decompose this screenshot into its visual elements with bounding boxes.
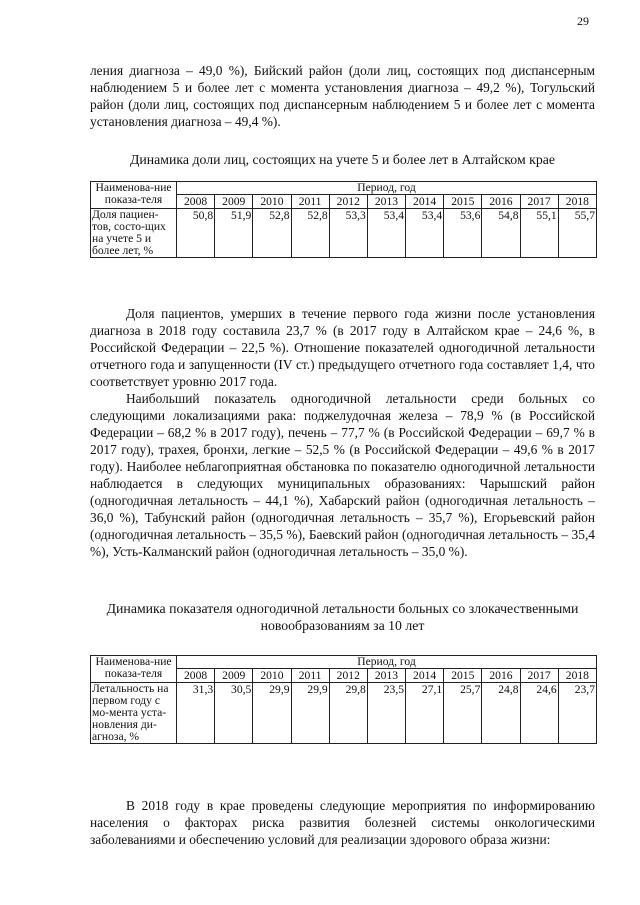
table1-year-header: 2012	[329, 195, 367, 209]
table1-value-cell: 53,3	[329, 209, 367, 258]
table1-year-header: 2016	[482, 195, 520, 209]
table2-value-cell: 24,6	[520, 683, 558, 744]
table2-year-header: 2014	[406, 669, 444, 683]
paragraph-measures: В 2018 году в крае проведены следующие мероприятия по информированию населения о факторах риска развития болезней системы онкологическими заболеваниями и обеспечению условий для реализации здорового образа жизни:	[90, 798, 595, 847]
table2-year-header: 2010	[253, 669, 291, 683]
table1-year-header: 2014	[406, 195, 444, 209]
intro-text-block	[90, 62, 595, 130]
table1-value-cell: 52,8	[291, 209, 329, 258]
table1-column-header-indicator: Наименова-ние показа-теля	[91, 182, 177, 209]
table2-one-year-mortality	[90, 655, 597, 744]
table1-year-header: 2015	[444, 195, 482, 209]
table1-year-header: 2011	[291, 195, 329, 209]
table2-value-cell: 24,8	[482, 683, 520, 744]
table2-year-header: 2015	[444, 669, 482, 683]
table1-value-cell: 51,9	[215, 209, 253, 258]
closing-text-block	[90, 797, 595, 848]
table2-year-header: 2009	[215, 669, 253, 683]
table1-retention-5-years	[90, 181, 597, 258]
table1-year-header: 2017	[520, 195, 558, 209]
table1-value-cell: 55,1	[520, 209, 558, 258]
table2-value-cell: 29,9	[253, 683, 291, 744]
table2-column-header-indicator: Наименова-ние показа-теля	[91, 656, 177, 683]
table2-year-header: 2017	[520, 669, 558, 683]
table1-year-header: 2010	[253, 195, 291, 209]
table1-value-cell: 55,7	[558, 209, 596, 258]
table2-year-header: 2018	[558, 669, 596, 683]
page-number: 29	[577, 14, 589, 28]
table1-period-header: Период, год	[177, 182, 597, 195]
table1-value-cell: 53,4	[406, 209, 444, 258]
table1-year-header: 2008	[177, 195, 215, 209]
table1-value-cell: 53,4	[367, 209, 405, 258]
table2-value-cell: 23,5	[367, 683, 405, 744]
table2-year-header: 2011	[291, 669, 329, 683]
intro-paragraph: ления диагноза – 49,0 %), Бийский район (доли лиц, состоящих под диспансерным наблюдением 5 и более лет с момента установления диагноза – 49,2 %), Тогульский район (доли лиц, состоящих под диспансерным наблюдением 5 и более лет с момента установления диагноза – 49,4 %).	[90, 63, 595, 129]
table2-year-header: 2012	[329, 669, 367, 683]
table1-title: Динамика доли лиц, состоящих на учете 5 и более лет в Алтайском крае	[130, 152, 555, 167]
table1-value-cell: 54,8	[482, 209, 520, 258]
table2-year-header: 2016	[482, 669, 520, 683]
table2-period-header: Период, год	[177, 656, 597, 669]
table1-year-header: 2009	[215, 195, 253, 209]
table1-year-header: 2018	[558, 195, 596, 209]
table2-value-cell: 27,1	[406, 683, 444, 744]
table2-row-label: Летальность на первом году с мо-мента уста-новления ди-агноза, %	[91, 683, 177, 744]
table1-year-header: 2013	[367, 195, 405, 209]
paragraph-one-year-mortality: Доля пациентов, умерших в течение первого года жизни после установления диагноза в 2018 году составила 23,7 % (в 2017 году в Алтайском крае – 24,6 %, в Российской Федерации – 22,5 %). Отношение показателей одногодичной летальности отчетного года и запущенности (IV ст.) предыдущего отчетного года составляет 1,4, что соответствует уровню 2017 года.	[90, 306, 595, 389]
table2-value-cell: 29,9	[291, 683, 329, 744]
table1-value-cell: 53,6	[444, 209, 482, 258]
table2-title: Динамика показателя одногодичной летальности больных со злокачественными новообразованиям за 10 лет	[106, 601, 579, 633]
table1-data-row	[91, 209, 597, 258]
table2-value-cell: 29,8	[329, 683, 367, 744]
table2-value-cell: 30,5	[215, 683, 253, 744]
table1-value-cell: 50,8	[177, 209, 215, 258]
paragraph-highest-mortality: Наибольший показатель одногодичной летальности среди больных со следующими локализациями рака: поджелудочная железа – 78,9 % (в Российской Федерации – 68,2 % в 2017 году), печень – 77,7 % (в Российской Федерации – 69,7 % в 2017 году), трахея, бронхи, легкие – 52,5 % (в Российской Федерации – 49,6 % в 2017 году). Наиболее неблагоприятная обстановка по показателю одногодичной летальности наблюдается в следующих муниципальных образованиях: Чарышский район (одногодичная летальность – 44,1 %), Хабарский район (одногодичная летальность – 36,0 %), Табунский район (одногодичная летальность – 35,7 %), Егорьевский район (одногодичная летальность – 35,5 %), Баевский район (одногодичная летальность – 35,4 %), Усть-Калманский район (одногодичная летальность – 35,0 %).	[90, 391, 595, 559]
table2-value-cell: 31,3	[177, 683, 215, 744]
table1-value-cell: 52,8	[253, 209, 291, 258]
table2-year-header: 2013	[367, 669, 405, 683]
table2-year-header: 2008	[177, 669, 215, 683]
body-text-block	[90, 305, 595, 560]
table2-data-row	[91, 683, 597, 744]
table2-value-cell: 25,7	[444, 683, 482, 744]
table2-value-cell: 23,7	[558, 683, 596, 744]
table1-row-label: Доля пациен-тов, состо-щих на учете 5 и более лет, %	[91, 209, 177, 258]
